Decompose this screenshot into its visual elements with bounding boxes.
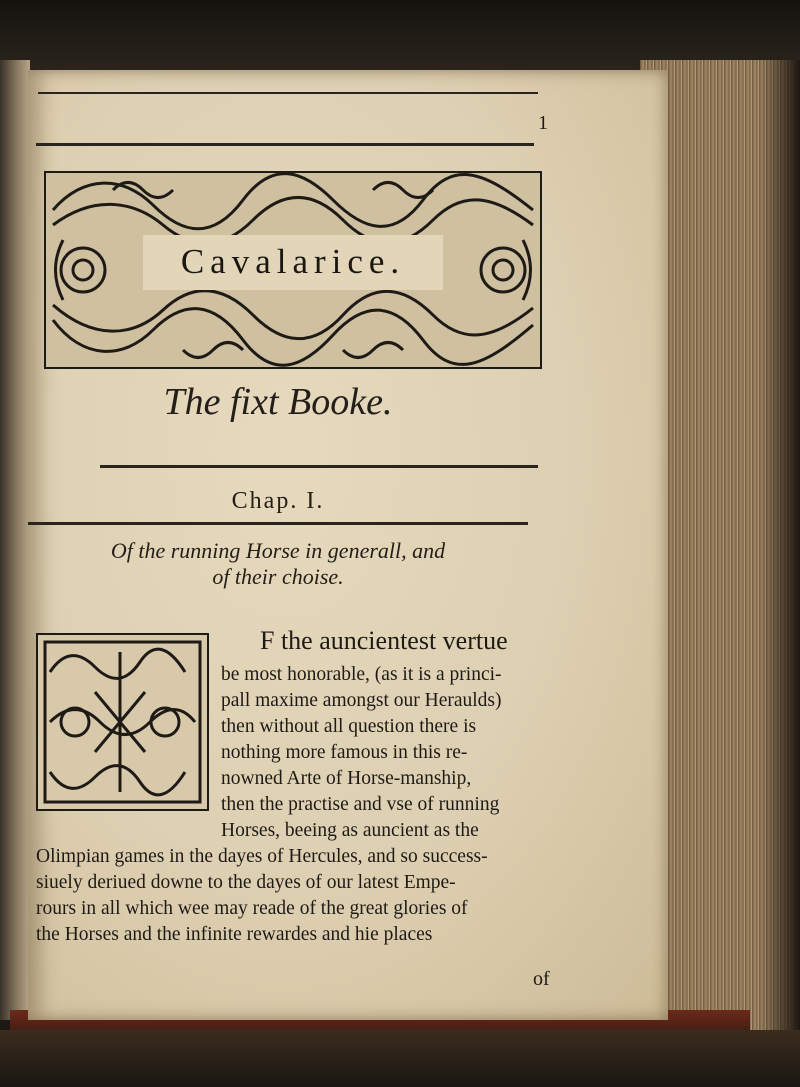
body-line: Horses, beeing as auncient as the: [221, 820, 479, 841]
body-line: pall maxime amongst our Heraulds): [221, 690, 502, 711]
chapter-heading: Chap. I.: [231, 488, 325, 514]
book-title: The fixt Booke.: [163, 381, 393, 423]
chapter-rule: [28, 522, 528, 525]
book-bottom-shadow: [0, 1030, 800, 1087]
ornamental-headpiece: [43, 170, 543, 370]
top-rule: [38, 92, 538, 94]
body-line: the Horses and the infinite rewardes and hie places: [36, 924, 433, 945]
decorated-initial: [35, 632, 210, 812]
body-line: nothing more famous in this re-: [221, 742, 468, 763]
body-line: Olimpian games in the dayes of Hercules, and so success-: [36, 846, 488, 867]
subtitle-line: of their choise.: [212, 564, 344, 589]
body-line: be most honorable, (as it is a princi-: [221, 664, 502, 685]
body-line: F the auncientest vertue: [260, 626, 508, 655]
catchword: of: [533, 968, 550, 990]
body-line: then without all question there is: [221, 716, 477, 737]
title-rule: [100, 465, 538, 468]
initial-ornament: [35, 632, 210, 812]
page-number: 1: [538, 112, 548, 134]
subtitle-line: Of the running Horse in generall, and: [110, 538, 446, 563]
book-page: [28, 70, 668, 1020]
body-line: siuely deriued downe to the dayes of our latest Empe-: [36, 872, 456, 893]
body-line: rours in all which wee may reade of the great glories of: [36, 898, 468, 919]
body-line: then the practise and vse of running: [221, 794, 500, 815]
header-rule: [36, 143, 534, 146]
left-board-edge: [0, 60, 30, 1020]
book-heading: Cavalarice.: [180, 242, 406, 281]
body-line: nowned Arte of Horse-manship,: [221, 768, 472, 789]
chapter-subtitle: [28, 538, 528, 590]
